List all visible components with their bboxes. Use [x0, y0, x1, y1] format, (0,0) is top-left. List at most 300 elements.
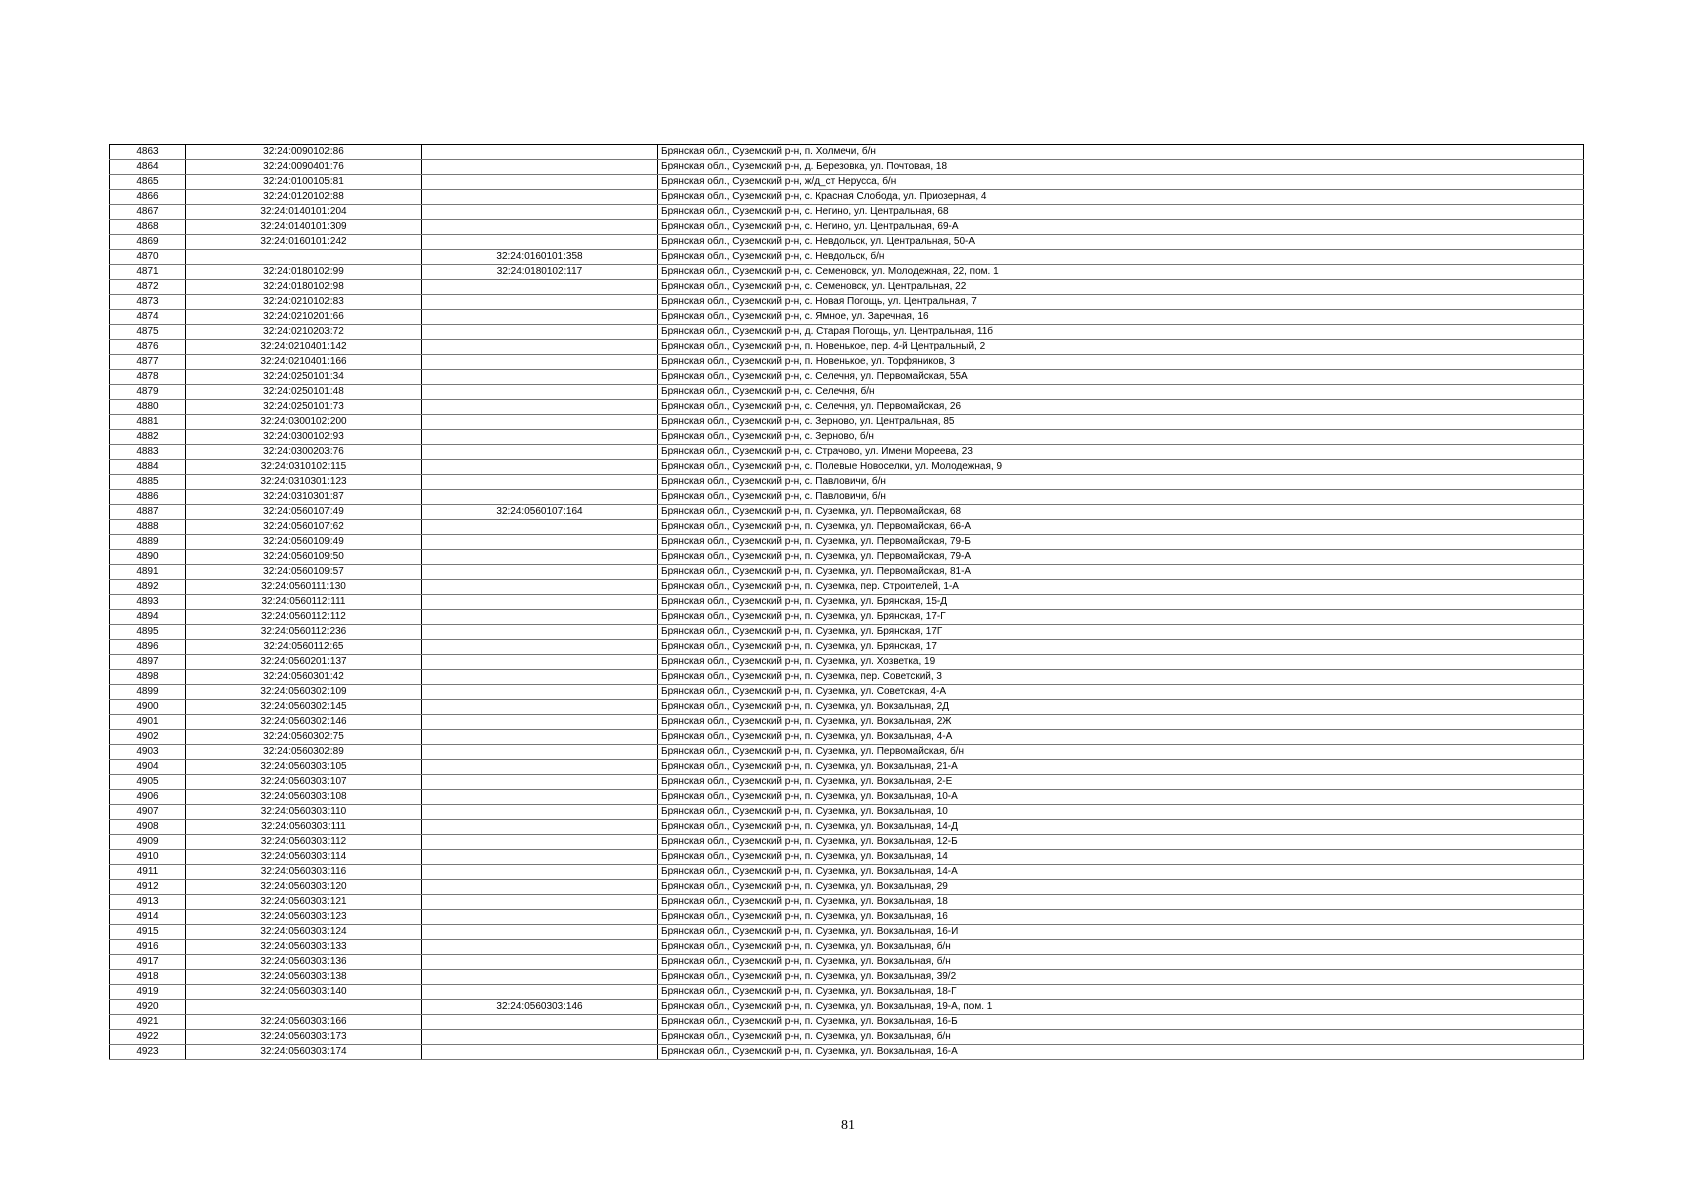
row-number-cell: 4923	[110, 1045, 186, 1060]
linked-cadastral-number-cell	[422, 760, 658, 775]
address-cell: Брянская обл., Суземский р-н, п. Суземка, ул. Первомайская, б/н	[658, 745, 1584, 760]
address-cell: Брянская обл., Суземский р-н, п. Суземка, ул. Вокзальная, 21-А	[658, 760, 1584, 775]
cadastral-number-cell: 32:24:0210102:83	[186, 295, 422, 310]
linked-cadastral-number-cell: 32:24:0560303:146	[422, 1000, 658, 1015]
address-cell: Брянская обл., Суземский р-н, с. Негино, ул. Центральная, 69-А	[658, 220, 1584, 235]
address-cell: Брянская обл., Суземский р-н, с. Невдольск, б/н	[658, 250, 1584, 265]
row-number-cell: 4916	[110, 940, 186, 955]
table-row	[110, 310, 1584, 325]
linked-cadastral-number-cell	[422, 790, 658, 805]
cadastral-number-cell: 32:24:0250101:34	[186, 370, 422, 385]
row-number-cell: 4906	[110, 790, 186, 805]
linked-cadastral-number-cell	[422, 730, 658, 745]
table-row	[110, 640, 1584, 655]
table-row	[110, 595, 1584, 610]
address-cell: Брянская обл., Суземский р-н, п. Суземка, ул. Вокзальная, 16	[658, 910, 1584, 925]
cadastral-number-cell: 32:24:0560201:137	[186, 655, 422, 670]
address-cell: Брянская обл., Суземский р-н, п. Новенькое, пер. 4-й Центральный, 2	[658, 340, 1584, 355]
linked-cadastral-number-cell	[422, 355, 658, 370]
linked-cadastral-number-cell	[422, 940, 658, 955]
address-cell: Брянская обл., Суземский р-н, п. Суземка, ул. Вокзальная, 10-А	[658, 790, 1584, 805]
cadastral-number-cell: 32:24:0560303:112	[186, 835, 422, 850]
cadastral-number-cell: 32:24:0560109:50	[186, 550, 422, 565]
table-row	[110, 760, 1584, 775]
address-cell: Брянская обл., Суземский р-н, п. Суземка, ул. Первомайская, 66-А	[658, 520, 1584, 535]
linked-cadastral-number-cell	[422, 775, 658, 790]
table-row	[110, 550, 1584, 565]
table-row	[110, 745, 1584, 760]
cadastral-number-cell: 32:24:0560303:123	[186, 910, 422, 925]
cadastral-number-cell: 32:24:0210401:142	[186, 340, 422, 355]
row-number-cell: 4896	[110, 640, 186, 655]
row-number-cell: 4918	[110, 970, 186, 985]
address-cell: Брянская обл., Суземский р-н, п. Суземка, ул. Вокзальная, 2Ж	[658, 715, 1584, 730]
cadastral-number-cell: 32:24:0560303:114	[186, 850, 422, 865]
table-row	[110, 670, 1584, 685]
cadastral-number-cell: 32:24:0300102:200	[186, 415, 422, 430]
row-number-cell: 4879	[110, 385, 186, 400]
table-row	[110, 235, 1584, 250]
table-row	[110, 775, 1584, 790]
row-number-cell: 4887	[110, 505, 186, 520]
linked-cadastral-number-cell	[422, 190, 658, 205]
address-cell: Брянская обл., Суземский р-н, п. Суземка, ул. Первомайская, 79-А	[658, 550, 1584, 565]
table-row	[110, 430, 1584, 445]
address-cell: Брянская обл., Суземский р-н, с. Новая Погощь, ул. Центральная, 7	[658, 295, 1584, 310]
table-row	[110, 475, 1584, 490]
table-row	[110, 610, 1584, 625]
table-row	[110, 625, 1584, 640]
linked-cadastral-number-cell	[422, 835, 658, 850]
property-table-body	[110, 145, 1584, 1060]
cadastral-number-cell: 32:24:0310301:87	[186, 490, 422, 505]
linked-cadastral-number-cell	[422, 715, 658, 730]
row-number-cell: 4874	[110, 310, 186, 325]
row-number-cell: 4920	[110, 1000, 186, 1015]
address-cell: Брянская обл., Суземский р-н, п. Суземка, ул. Брянская, 15-Д	[658, 595, 1584, 610]
address-cell: Брянская обл., Суземский р-н, п. Суземка, ул. Вокзальная, 39/2	[658, 970, 1584, 985]
address-cell: Брянская обл., Суземский р-н, п. Суземка, ул. Вокзальная, 16-А	[658, 1045, 1584, 1060]
row-number-cell: 4877	[110, 355, 186, 370]
linked-cadastral-number-cell	[422, 220, 658, 235]
cadastral-number-cell: 32:24:0560303:108	[186, 790, 422, 805]
cadastral-number-cell: 32:24:0250101:48	[186, 385, 422, 400]
table-row	[110, 865, 1584, 880]
address-cell: Брянская обл., Суземский р-н, с. Страчово, ул. Имени Мореева, 23	[658, 445, 1584, 460]
address-cell: Брянская обл., Суземский р-н, п. Суземка, ул. Вокзальная, б/н	[658, 955, 1584, 970]
row-number-cell: 4921	[110, 1015, 186, 1030]
cadastral-number-cell: 32:24:0100105:81	[186, 175, 422, 190]
cadastral-number-cell: 32:24:0560111:130	[186, 580, 422, 595]
row-number-cell: 4888	[110, 520, 186, 535]
linked-cadastral-number-cell	[422, 580, 658, 595]
row-number-cell: 4866	[110, 190, 186, 205]
address-cell: Брянская обл., Суземский р-н, п. Суземка, ул. Вокзальная, 10	[658, 805, 1584, 820]
table-row	[110, 955, 1584, 970]
row-number-cell: 4863	[110, 145, 186, 160]
linked-cadastral-number-cell	[422, 955, 658, 970]
row-number-cell: 4883	[110, 445, 186, 460]
address-cell: Брянская обл., Суземский р-н, п. Суземка, ул. Вокзальная, 2-Е	[658, 775, 1584, 790]
linked-cadastral-number-cell	[422, 145, 658, 160]
table-row	[110, 280, 1584, 295]
table-row	[110, 1015, 1584, 1030]
table-row	[110, 415, 1584, 430]
row-number-cell: 4875	[110, 325, 186, 340]
cadastral-number-cell: 32:24:0180102:99	[186, 265, 422, 280]
table-row	[110, 685, 1584, 700]
table-row	[110, 535, 1584, 550]
row-number-cell: 4892	[110, 580, 186, 595]
linked-cadastral-number-cell	[422, 880, 658, 895]
linked-cadastral-number-cell	[422, 595, 658, 610]
table-row	[110, 1045, 1584, 1060]
address-cell: Брянская обл., Суземский р-н, с. Селечня, ул. Первомайская, 26	[658, 400, 1584, 415]
row-number-cell: 4889	[110, 535, 186, 550]
cadastral-number-cell: 32:24:0180102:98	[186, 280, 422, 295]
linked-cadastral-number-cell	[422, 535, 658, 550]
table-row	[110, 520, 1584, 535]
cadastral-number-cell: 32:24:0560303:174	[186, 1045, 422, 1060]
table-row	[110, 175, 1584, 190]
table-row	[110, 1000, 1584, 1015]
address-cell: Брянская обл., Суземский р-н, с. Невдольск, ул. Центральная, 50-А	[658, 235, 1584, 250]
cadastral-number-cell: 32:24:0560303:124	[186, 925, 422, 940]
linked-cadastral-number-cell	[422, 640, 658, 655]
linked-cadastral-number-cell	[422, 1030, 658, 1045]
linked-cadastral-number-cell	[422, 430, 658, 445]
address-cell: Брянская обл., Суземский р-н, п. Суземка, ул. Вокзальная, 18-Г	[658, 985, 1584, 1000]
row-number-cell: 4864	[110, 160, 186, 175]
address-cell: Брянская обл., Суземский р-н, с. Селечня, ул. Первомайская, 55А	[658, 370, 1584, 385]
cadastral-number-cell: 32:24:0090102:86	[186, 145, 422, 160]
cadastral-number-cell: 32:24:0560303:140	[186, 985, 422, 1000]
cadastral-number-cell: 32:24:0560107:62	[186, 520, 422, 535]
row-number-cell: 4869	[110, 235, 186, 250]
cadastral-number-cell	[186, 1000, 422, 1015]
table-row	[110, 700, 1584, 715]
linked-cadastral-number-cell	[422, 415, 658, 430]
cadastral-number-cell: 32:24:0120102:88	[186, 190, 422, 205]
linked-cadastral-number-cell	[422, 325, 658, 340]
linked-cadastral-number-cell	[422, 865, 658, 880]
linked-cadastral-number-cell	[422, 460, 658, 475]
cadastral-number-cell: 32:24:0250101:73	[186, 400, 422, 415]
row-number-cell: 4890	[110, 550, 186, 565]
cadastral-number-cell: 32:24:0560303:111	[186, 820, 422, 835]
table-row	[110, 805, 1584, 820]
address-cell: Брянская обл., Суземский р-н, ж/д_ст Нерусса, б/н	[658, 175, 1584, 190]
cadastral-number-cell: 32:24:0560302:75	[186, 730, 422, 745]
table-row	[110, 505, 1584, 520]
linked-cadastral-number-cell	[422, 385, 658, 400]
table-row	[110, 460, 1584, 475]
address-cell: Брянская обл., Суземский р-н, п. Новенькое, ул. Торфяников, 3	[658, 355, 1584, 370]
cadastral-number-cell: 32:24:0560301:42	[186, 670, 422, 685]
address-cell: Брянская обл., Суземский р-н, п. Суземка, пер. Советский, 3	[658, 670, 1584, 685]
address-cell: Брянская обл., Суземский р-н, п. Суземка, ул. Вокзальная, 4-А	[658, 730, 1584, 745]
cadastral-number-cell: 32:24:0560303:105	[186, 760, 422, 775]
row-number-cell: 4922	[110, 1030, 186, 1045]
linked-cadastral-number-cell	[422, 565, 658, 580]
linked-cadastral-number-cell	[422, 655, 658, 670]
row-number-cell: 4891	[110, 565, 186, 580]
address-cell: Брянская обл., Суземский р-н, п. Суземка, ул. Вокзальная, 19-А, пом. 1	[658, 1000, 1584, 1015]
table-row	[110, 220, 1584, 235]
cadastral-number-cell: 32:24:0310102:115	[186, 460, 422, 475]
row-number-cell: 4885	[110, 475, 186, 490]
row-number-cell: 4917	[110, 955, 186, 970]
table-row	[110, 160, 1584, 175]
address-cell: Брянская обл., Суземский р-н, п. Холмечи, б/н	[658, 145, 1584, 160]
row-number-cell: 4910	[110, 850, 186, 865]
linked-cadastral-number-cell	[422, 745, 658, 760]
address-cell: Брянская обл., Суземский р-н, п. Суземка, ул. Вокзальная, б/н	[658, 940, 1584, 955]
row-number-cell: 4865	[110, 175, 186, 190]
row-number-cell: 4873	[110, 295, 186, 310]
linked-cadastral-number-cell	[422, 205, 658, 220]
address-cell: Брянская обл., Суземский р-н, п. Суземка, ул. Вокзальная, 14-Д	[658, 820, 1584, 835]
table-row	[110, 565, 1584, 580]
linked-cadastral-number-cell	[422, 310, 658, 325]
address-cell: Брянская обл., Суземский р-н, п. Суземка, пер. Строителей, 1-А	[658, 580, 1584, 595]
address-cell: Брянская обл., Суземский р-н, п. Суземка, ул. Вокзальная, 18	[658, 895, 1584, 910]
table-row	[110, 925, 1584, 940]
address-cell: Брянская обл., Суземский р-н, с. Зерново, б/н	[658, 430, 1584, 445]
cadastral-number-cell: 32:24:0560303:121	[186, 895, 422, 910]
cadastral-number-cell: 32:24:0210201:66	[186, 310, 422, 325]
linked-cadastral-number-cell	[422, 895, 658, 910]
table-row	[110, 325, 1584, 340]
table-row	[110, 895, 1584, 910]
address-cell: Брянская обл., Суземский р-н, п. Суземка, ул. Вокзальная, 16-Б	[658, 1015, 1584, 1030]
row-number-cell: 4904	[110, 760, 186, 775]
address-cell: Брянская обл., Суземский р-н, п. Суземка, ул. Вокзальная, 14-А	[658, 865, 1584, 880]
cadastral-number-cell: 32:24:0560302:146	[186, 715, 422, 730]
table-row	[110, 850, 1584, 865]
cadastral-number-cell: 32:24:0300102:93	[186, 430, 422, 445]
address-cell: Брянская обл., Суземский р-н, с. Полевые Новоселки, ул. Молодежная, 9	[658, 460, 1584, 475]
row-number-cell: 4893	[110, 595, 186, 610]
address-cell: Брянская обл., Суземский р-н, п. Суземка, ул. Советская, 4-А	[658, 685, 1584, 700]
table-row	[110, 370, 1584, 385]
cadastral-number-cell: 32:24:0560303:136	[186, 955, 422, 970]
address-cell: Брянская обл., Суземский р-н, п. Суземка, ул. Хозветка, 19	[658, 655, 1584, 670]
address-cell: Брянская обл., Суземский р-н, п. Суземка, ул. Вокзальная, 29	[658, 880, 1584, 895]
row-number-cell: 4907	[110, 805, 186, 820]
address-cell: Брянская обл., Суземский р-н, с. Павловичи, б/н	[658, 490, 1584, 505]
row-number-cell: 4903	[110, 745, 186, 760]
cadastral-number-cell: 32:24:0140101:309	[186, 220, 422, 235]
linked-cadastral-number-cell	[422, 400, 658, 415]
address-cell: Брянская обл., Суземский р-н, п. Суземка, ул. Брянская, 17-Г	[658, 610, 1584, 625]
row-number-cell: 4919	[110, 985, 186, 1000]
row-number-cell: 4886	[110, 490, 186, 505]
cadastral-number-cell: 32:24:0560303:107	[186, 775, 422, 790]
linked-cadastral-number-cell	[422, 850, 658, 865]
linked-cadastral-number-cell	[422, 1045, 658, 1060]
address-cell: Брянская обл., Суземский р-н, п. Суземка, ул. Вокзальная, 16-И	[658, 925, 1584, 940]
linked-cadastral-number-cell	[422, 370, 658, 385]
address-cell: Брянская обл., Суземский р-н, с. Семеновск, ул. Молодежная, 22, пом. 1	[658, 265, 1584, 280]
row-number-cell: 4900	[110, 700, 186, 715]
table-row	[110, 835, 1584, 850]
row-number-cell: 4912	[110, 880, 186, 895]
cadastral-number-cell: 32:24:0560303:120	[186, 880, 422, 895]
row-number-cell: 4876	[110, 340, 186, 355]
table-row	[110, 340, 1584, 355]
cadastral-number-cell: 32:24:0560303:138	[186, 970, 422, 985]
property-table	[109, 144, 1584, 1060]
row-number-cell: 4894	[110, 610, 186, 625]
row-number-cell: 4867	[110, 205, 186, 220]
table-row	[110, 820, 1584, 835]
row-number-cell: 4901	[110, 715, 186, 730]
linked-cadastral-number-cell	[422, 550, 658, 565]
row-number-cell: 4871	[110, 265, 186, 280]
address-cell: Брянская обл., Суземский р-н, п. Суземка, ул. Вокзальная, 12-Б	[658, 835, 1584, 850]
cadastral-number-cell: 32:24:0560302:109	[186, 685, 422, 700]
address-cell: Брянская обл., Суземский р-н, с. Красная Слобода, ул. Приозерная, 4	[658, 190, 1584, 205]
linked-cadastral-number-cell: 32:24:0160101:358	[422, 250, 658, 265]
cadastral-number-cell: 32:24:0310301:123	[186, 475, 422, 490]
linked-cadastral-number-cell: 32:24:0180102:117	[422, 265, 658, 280]
cadastral-number-cell: 32:24:0560303:166	[186, 1015, 422, 1030]
cadastral-number-cell: 32:24:0560109:57	[186, 565, 422, 580]
cadastral-number-cell: 32:24:0300203:76	[186, 445, 422, 460]
row-number-cell: 4872	[110, 280, 186, 295]
row-number-cell: 4915	[110, 925, 186, 940]
table-row	[110, 445, 1584, 460]
table-row	[110, 970, 1584, 985]
table-row	[110, 910, 1584, 925]
address-cell: Брянская обл., Суземский р-н, п. Суземка, ул. Вокзальная, 2Д	[658, 700, 1584, 715]
page-number: 81	[841, 1118, 855, 1133]
cadastral-number-cell: 32:24:0160101:242	[186, 235, 422, 250]
linked-cadastral-number-cell	[422, 685, 658, 700]
table-row	[110, 385, 1584, 400]
linked-cadastral-number-cell	[422, 970, 658, 985]
linked-cadastral-number-cell	[422, 670, 658, 685]
address-cell: Брянская обл., Суземский р-н, с. Зерново, ул. Центральная, 85	[658, 415, 1584, 430]
table-row	[110, 655, 1584, 670]
cadastral-number-cell: 32:24:0560303:110	[186, 805, 422, 820]
linked-cadastral-number-cell	[422, 340, 658, 355]
table-row	[110, 1030, 1584, 1045]
row-number-cell: 4878	[110, 370, 186, 385]
linked-cadastral-number-cell	[422, 925, 658, 940]
row-number-cell: 4902	[110, 730, 186, 745]
table-row	[110, 295, 1584, 310]
linked-cadastral-number-cell	[422, 625, 658, 640]
table-row	[110, 265, 1584, 280]
row-number-cell: 4908	[110, 820, 186, 835]
linked-cadastral-number-cell	[422, 820, 658, 835]
address-cell: Брянская обл., Суземский р-н, п. Суземка, ул. Вокзальная, 14	[658, 850, 1584, 865]
address-cell: Брянская обл., Суземский р-н, с. Селечня, б/н	[658, 385, 1584, 400]
table-row	[110, 730, 1584, 745]
address-cell: Брянская обл., Суземский р-н, с. Павловичи, б/н	[658, 475, 1584, 490]
row-number-cell: 4897	[110, 655, 186, 670]
linked-cadastral-number-cell	[422, 175, 658, 190]
row-number-cell: 4895	[110, 625, 186, 640]
cadastral-number-cell: 32:24:0560112:65	[186, 640, 422, 655]
row-number-cell: 4884	[110, 460, 186, 475]
cadastral-number-cell: 32:24:0140101:204	[186, 205, 422, 220]
address-cell: Брянская обл., Суземский р-н, с. Ямное, ул. Заречная, 16	[658, 310, 1584, 325]
table-row	[110, 190, 1584, 205]
row-number-cell: 4868	[110, 220, 186, 235]
row-number-cell: 4909	[110, 835, 186, 850]
table-row	[110, 145, 1584, 160]
table-row	[110, 355, 1584, 370]
cadastral-number-cell: 32:24:0560112:111	[186, 595, 422, 610]
address-cell: Брянская обл., Суземский р-н, п. Суземка, ул. Брянская, 17Г	[658, 625, 1584, 640]
cadastral-number-cell: 32:24:0560303:116	[186, 865, 422, 880]
linked-cadastral-number-cell	[422, 445, 658, 460]
address-cell: Брянская обл., Суземский р-н, с. Негино, ул. Центральная, 68	[658, 205, 1584, 220]
address-cell: Брянская обл., Суземский р-н, п. Суземка, ул. Вокзальная, б/н	[658, 1030, 1584, 1045]
row-number-cell: 4880	[110, 400, 186, 415]
linked-cadastral-number-cell	[422, 160, 658, 175]
cadastral-number-cell: 32:24:0090401:76	[186, 160, 422, 175]
table-row	[110, 880, 1584, 895]
row-number-cell: 4911	[110, 865, 186, 880]
table-row	[110, 250, 1584, 265]
table-row	[110, 490, 1584, 505]
table-row	[110, 790, 1584, 805]
table-row	[110, 715, 1584, 730]
row-number-cell: 4882	[110, 430, 186, 445]
row-number-cell: 4870	[110, 250, 186, 265]
cadastral-number-cell: 32:24:0560109:49	[186, 535, 422, 550]
table-row	[110, 985, 1584, 1000]
cadastral-number-cell: 32:24:0560303:133	[186, 940, 422, 955]
cadastral-number-cell: 32:24:0560112:236	[186, 625, 422, 640]
linked-cadastral-number-cell: 32:24:0560107:164	[422, 505, 658, 520]
linked-cadastral-number-cell	[422, 280, 658, 295]
row-number-cell: 4905	[110, 775, 186, 790]
linked-cadastral-number-cell	[422, 910, 658, 925]
cadastral-number-cell: 32:24:0560302:89	[186, 745, 422, 760]
linked-cadastral-number-cell	[422, 235, 658, 250]
linked-cadastral-number-cell	[422, 295, 658, 310]
linked-cadastral-number-cell	[422, 610, 658, 625]
linked-cadastral-number-cell	[422, 805, 658, 820]
address-cell: Брянская обл., Суземский р-н, п. Суземка, ул. Первомайская, 81-А	[658, 565, 1584, 580]
cadastral-number-cell	[186, 250, 422, 265]
linked-cadastral-number-cell	[422, 1015, 658, 1030]
address-cell: Брянская обл., Суземский р-н, с. Семеновск, ул. Центральная, 22	[658, 280, 1584, 295]
linked-cadastral-number-cell	[422, 520, 658, 535]
table-row	[110, 205, 1584, 220]
address-cell: Брянская обл., Суземский р-н, д. Старая Погощь, ул. Центральная, 11б	[658, 325, 1584, 340]
cadastral-number-cell: 32:24:0560302:145	[186, 700, 422, 715]
cadastral-number-cell: 32:24:0210401:166	[186, 355, 422, 370]
cadastral-number-cell: 32:24:0560112:112	[186, 610, 422, 625]
table-row	[110, 940, 1584, 955]
cadastral-number-cell: 32:24:0560107:49	[186, 505, 422, 520]
linked-cadastral-number-cell	[422, 475, 658, 490]
linked-cadastral-number-cell	[422, 490, 658, 505]
cadastral-number-cell: 32:24:0560303:173	[186, 1030, 422, 1045]
table-row	[110, 400, 1584, 415]
linked-cadastral-number-cell	[422, 700, 658, 715]
row-number-cell: 4881	[110, 415, 186, 430]
table-row	[110, 580, 1584, 595]
row-number-cell: 4899	[110, 685, 186, 700]
address-cell: Брянская обл., Суземский р-н, п. Суземка, ул. Первомайская, 68	[658, 505, 1584, 520]
